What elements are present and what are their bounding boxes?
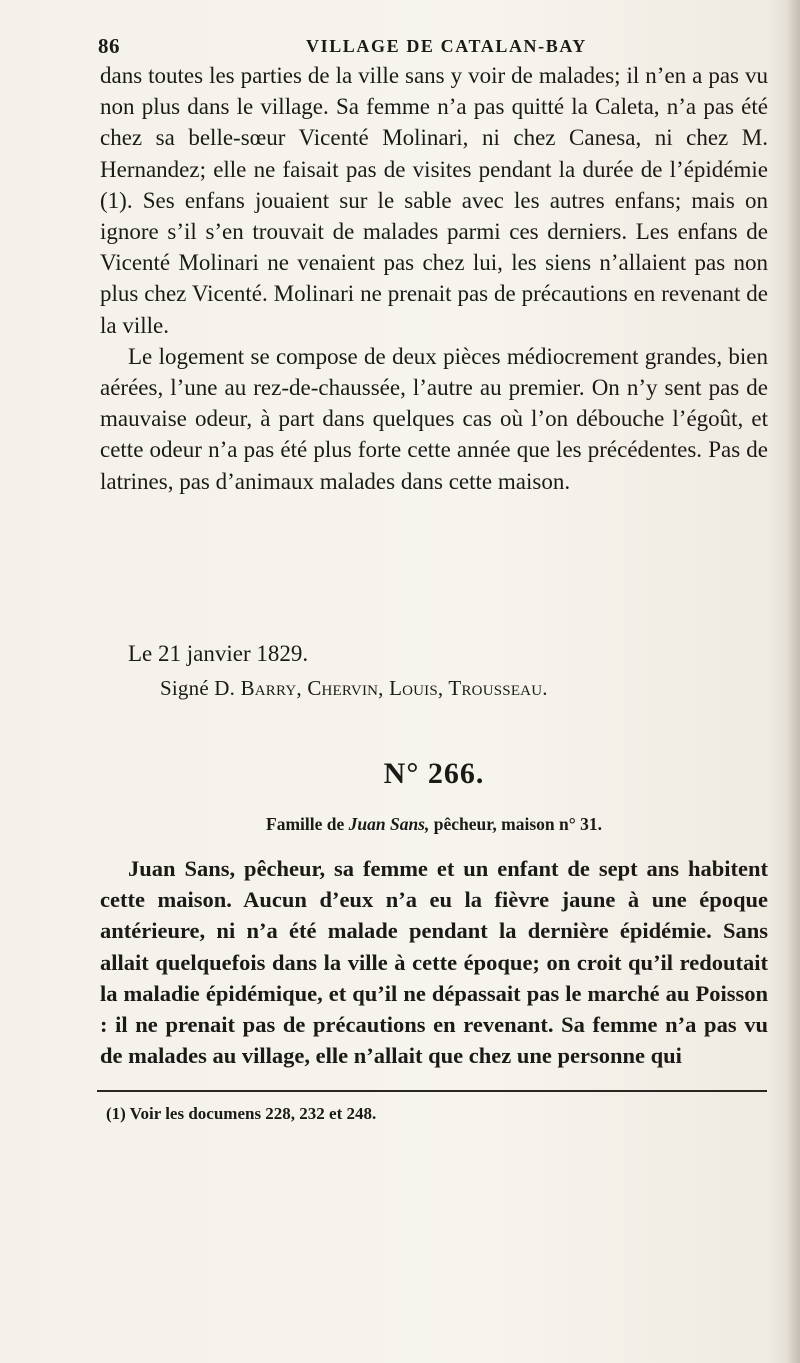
entry-subtitle	[0, 814, 800, 835]
paragraph-2: Le logement se compose de deux pièces médiocrement grandes, bien aérées, l’une au rez-de-chaussée, l’autre au premier. On n’y sent pas de mauvaise odeur, à part dans quelques cas où l’on débouche l’égoût, et cette odeur n’a pas été plus forte cette année que les précédentes. Pas de latrines, pas d’animaux malades dans cette maison.	[100, 343, 768, 494]
signature-names: Barry, Chervin, Louis, Trousseau.	[240, 676, 548, 700]
entry-paragraph: Juan Sans, pêcheur, sa femme et un enfant de sept ans habitent cette maison. Aucun d’eux n’a eu la fièvre jaune à une époque antérieure, ni n’a été malade pendant la dernière épidémie. Sans allait quelquefois dans la ville à cette époque; on croit qu’il redoutait la maladie épidémique, et qu’il ne dépassait pas le marché au Poisson : il ne prenait pas de précautions en revenant. Sa femme n’a pas vu de malades au village, elle n’allait que chez une personne qui	[100, 856, 768, 1069]
body-text	[100, 60, 768, 497]
entry-subtitle-name: Juan Sans,	[348, 814, 430, 834]
running-title: VILLAGE DE CATALAN-BAY	[306, 36, 587, 56]
entry-subtitle-prefix: Famille de	[266, 814, 345, 834]
entry-subtitle-suffix: pêcheur, maison n° 31.	[433, 814, 602, 834]
signature-prefix: Signé D.	[160, 676, 236, 700]
footnote-rule	[97, 1090, 767, 1092]
footnote: (1) Voir les documens 228, 232 et 248.	[106, 1104, 377, 1123]
page-header	[98, 34, 798, 62]
entry-body	[100, 853, 768, 1071]
page-number: 86	[98, 34, 120, 58]
paragraph-1: dans toutes les parties de la ville sans y voir de malades; il n’en a pas vu non plus dans le village. Sa femme n’a pas quitté la Caleta, n’a pas été chez sa belle-sœur Vicenté Molinari, ni chez Canesa, ni chez M. Hernandez; elle ne faisait pas de visites pendant la durée de l’épidémie (1). Ses enfans jouaient sur le sable avec les autres enfans; mais on ignore s’il s’en trouvait de malades parmi ces derniers. Les enfans de Vicenté Molinari ne venaient pas chez lui, les siens n’allaient pas non plus chez Vicenté. Molinari ne prenait pas de précautions en revenant de la ville.	[100, 63, 768, 338]
page-edge-shadow	[786, 0, 800, 1363]
signatures	[160, 676, 548, 701]
entry-number: N° 266.	[383, 757, 485, 790]
date-line: Le 21 janvier 1829.	[128, 641, 309, 666]
